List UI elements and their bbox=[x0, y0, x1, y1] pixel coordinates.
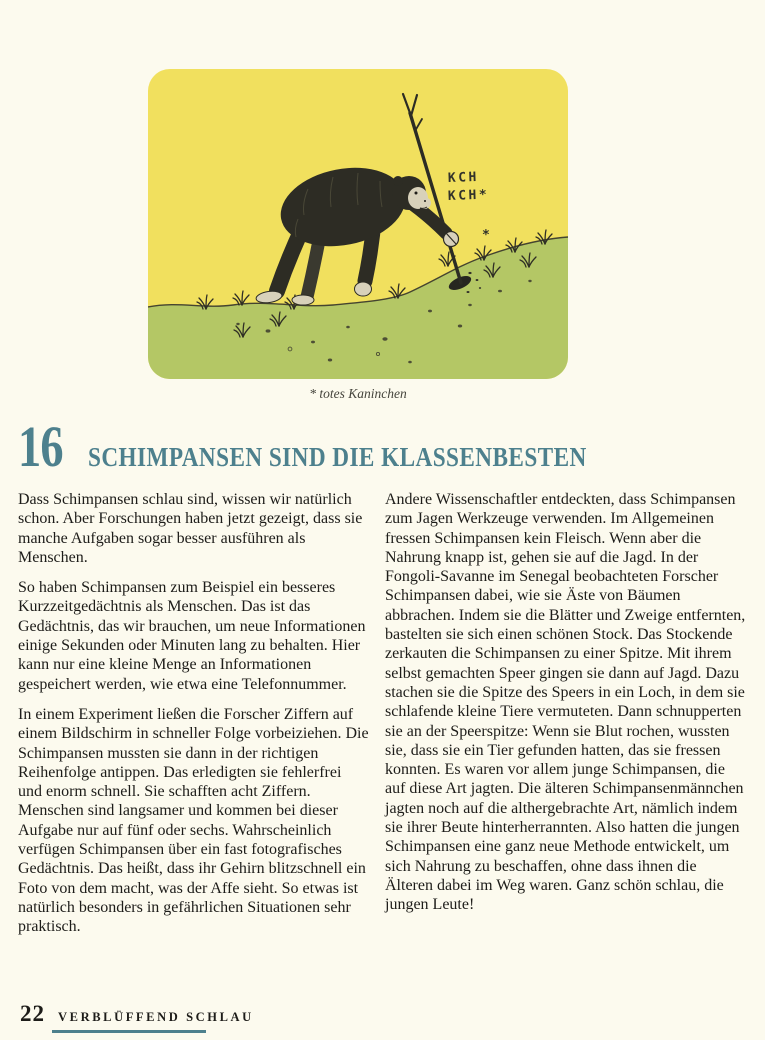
chapter-number: 16 bbox=[18, 414, 63, 479]
svg-text:KCH*: KCH* bbox=[447, 187, 490, 204]
body-columns bbox=[0, 490, 765, 937]
right-column bbox=[385, 490, 747, 937]
chapter-title: SCHIMPANSEN SIND DIE KLASSENBESTEN bbox=[88, 442, 587, 472]
paragraph: Andere Wissenschaftler entdeckten, dass Schimpansen zum Jagen Werkzeuge verwenden. Im Allgemeinen fressen Schimpansen kein Fleisch. Wenn aber die Nahrung knapp ist, gehen sie auf die Jagd. In der Fongoli-Savanne im Senegal beobachteten Forscher Schimpansen dabei, wie sie Äste von Bäumen abbrachen. Indem sie die Blätter und Zweige entfernten, bastelten sie sich einen schönen Stock. Das Stockende zerkauten die Schimpansen zu einer Spitze. Mit ihrem selbst gemachten Speer gingen sie dann auf Jagd. Dazu stachen sie die Spitze des Speers in ein Loch, in dem sie schlafende kleine Tiere vermuteten. Dann schnupperten sie an der Speerspitze: Wenn sie Blut rochen, wussten sie, dass sie ein Tier gefunden hatten, das sie fressen konnten. Es waren vor allem junge Schimpansen, die auf diese Art jagten. Die älteren Schimpansenmännchen jagten noch auf die althergebrachte Art, nämlich indem sie ihrer Beute hinterherrannten. Also hatten die jungen Schimpansen eine ganz neue Methode entwickelt, um sich Nahrung zu beschaffen, ohne dass ihnen die Älteren dabei im Weg waren. Ganz schön schlau, die jungen Leute! bbox=[385, 491, 746, 914]
illustration-card bbox=[148, 69, 568, 379]
paragraph: In einem Experiment ließen die Forscher Ziffern auf einem Bildschirm in schneller Folge vorbeiziehen. Die Schimpansen mussten sie dann in der richtigen Reihenfolge antippen. Das erledigten sie fehlerfrei und enorm schnell. Sie schafften acht Ziffern. Menschen sind langsamer und kommen bei dieser Aufgabe nur auf fünf oder sechs. Wahrscheinlich verfügen Schimpansen über ein fast fotografisches Gedächtnis. Das heißt, dass ihr Gehirn blitzschnell ein Foto von dem macht, was der Affe sieht. So etwas ist natürlich besonders in gefährlichen Situationen sehr praktisch. bbox=[18, 705, 369, 936]
book-title: VERBLÜFFEND SCHLAU bbox=[58, 1010, 254, 1024]
paragraph: So haben Schimpansen zum Beispiel ein besseres Kurzzeitgedächtnis als Menschen. Das ist das Gedächtnis, das wir brauchen, um neue Informationen einige Sekunden oder Minuten lang zu behalten. Hier kann nur eine kleine Menge an Informationen gespeichert werden, wie etwa eine Telefonnummer. bbox=[18, 579, 366, 693]
chimpanzee-drawing bbox=[148, 69, 568, 379]
paragraph: Dass Schimpansen schlau sind, wissen wir natürlich schon. Aber Forschungen haben jetzt gezeigt, dass sie manche Aufgaben sogar besser ausführen als Menschen. bbox=[18, 491, 363, 566]
left-column bbox=[18, 490, 369, 937]
page-footer bbox=[20, 1001, 254, 1027]
svg-text:KCH: KCH bbox=[447, 169, 480, 186]
illustration-figure bbox=[0, 0, 765, 402]
asterisk-mark: * bbox=[482, 228, 490, 243]
page-number: 22 bbox=[20, 1001, 45, 1026]
chapter-heading bbox=[0, 414, 765, 479]
illustration-caption: * totes Kaninchen bbox=[309, 386, 407, 401]
footer-rule bbox=[52, 1030, 206, 1033]
